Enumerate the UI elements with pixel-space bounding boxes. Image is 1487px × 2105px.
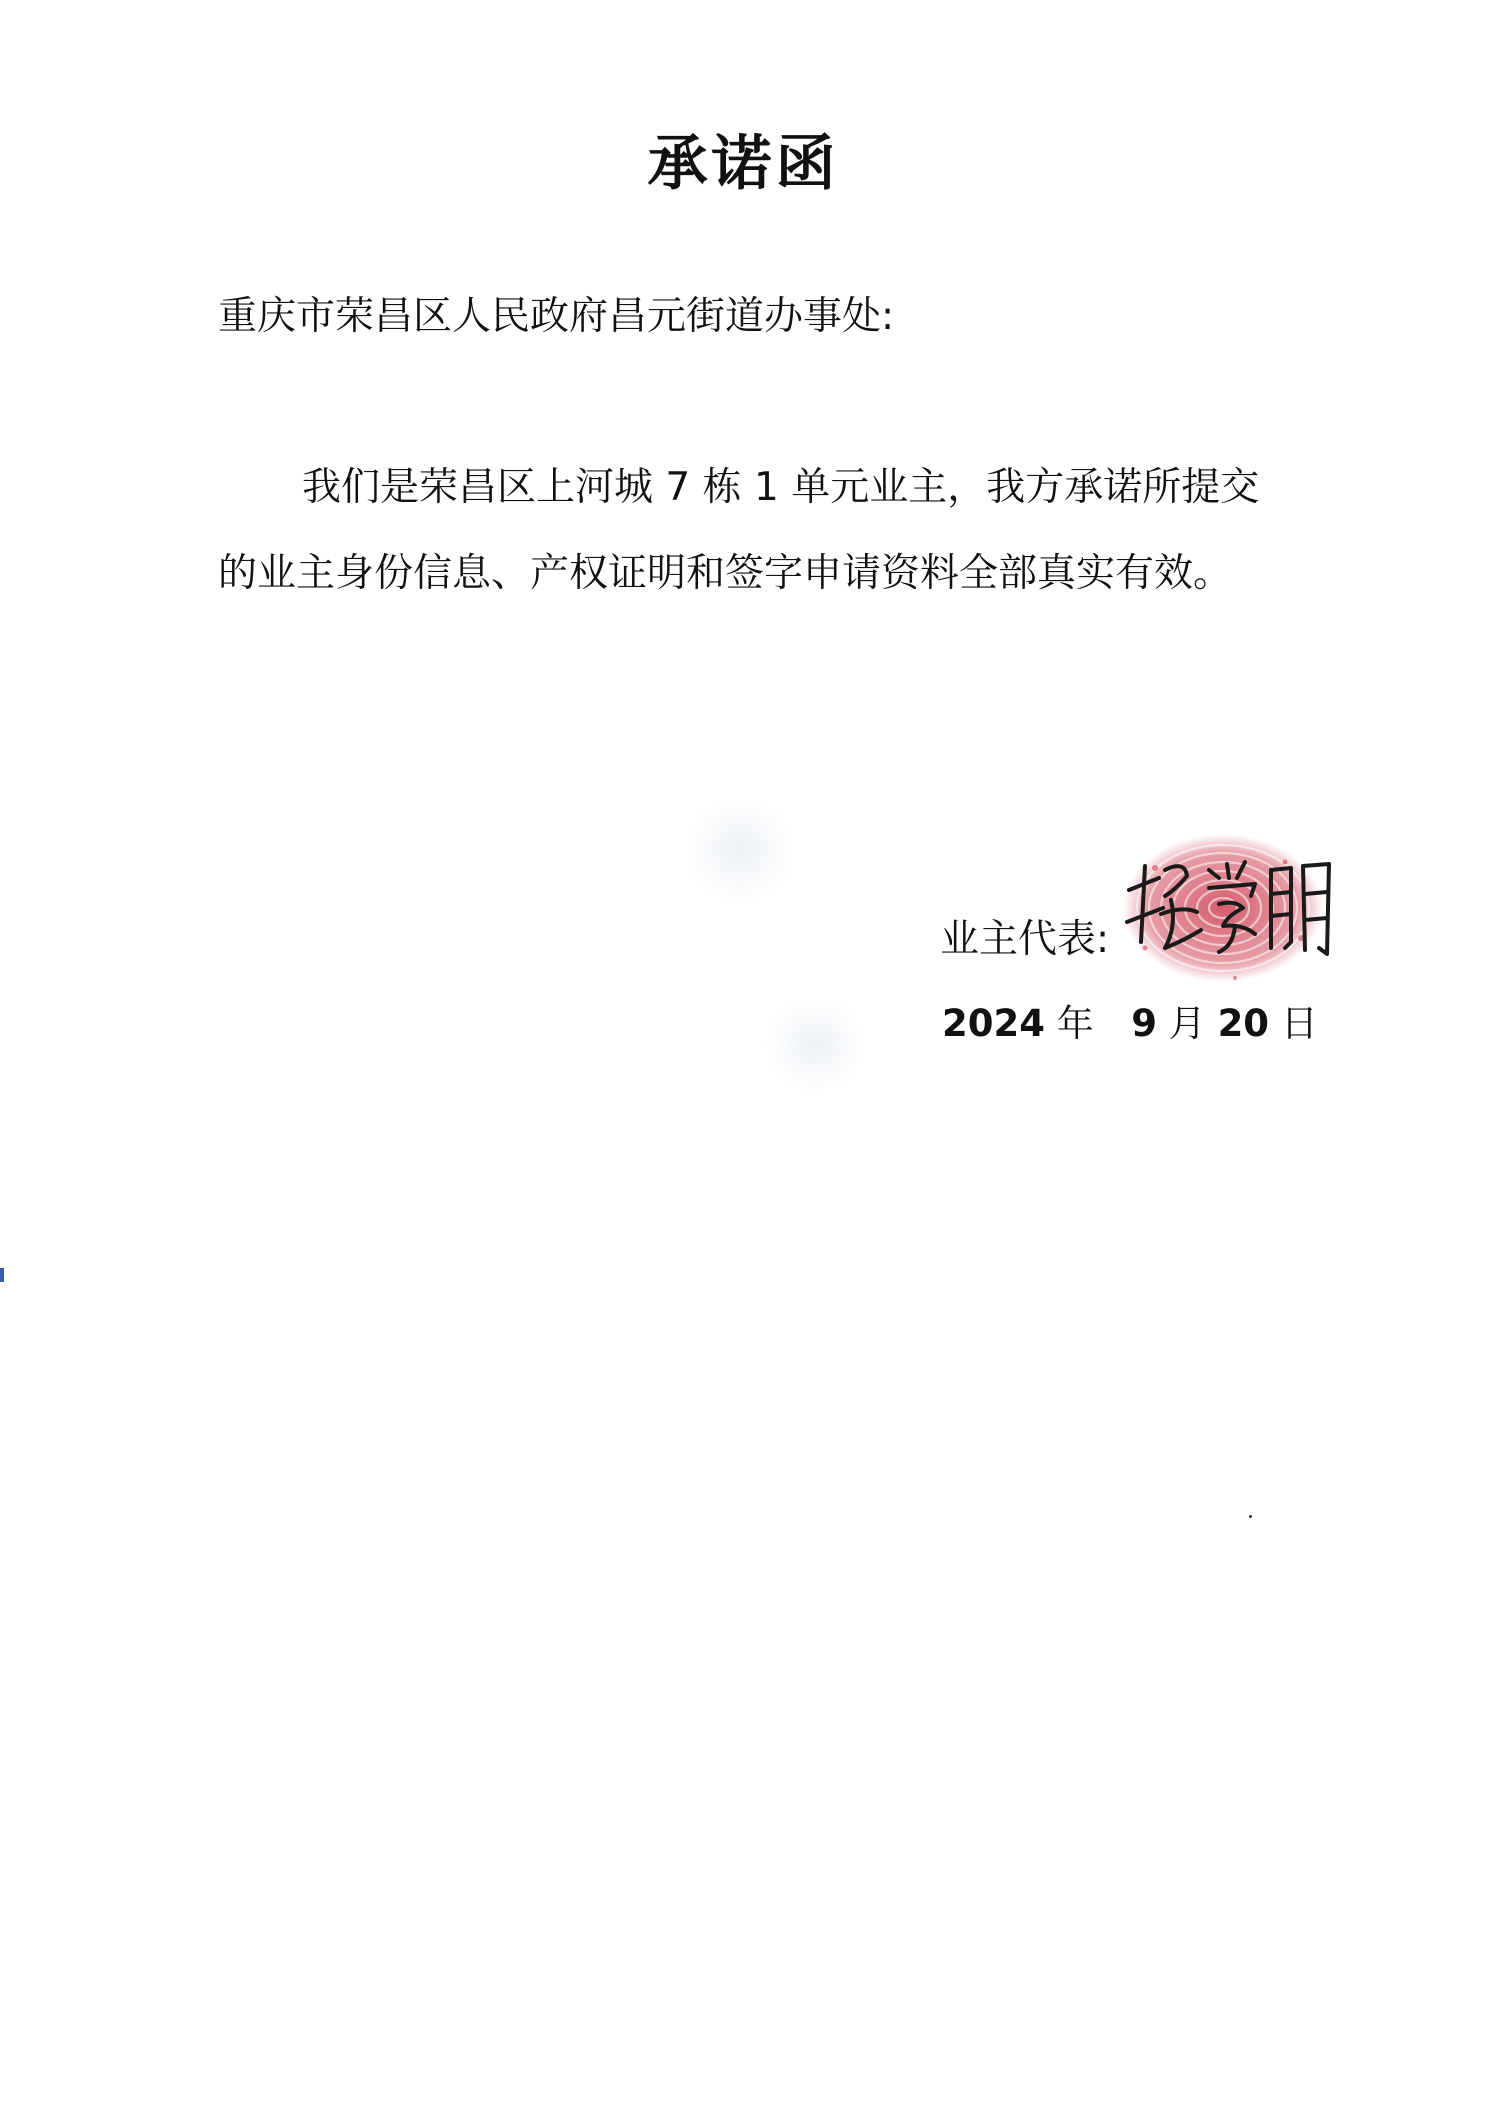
signature-block: [940, 910, 1343, 970]
signature-label: 业主代表:: [940, 917, 1110, 962]
signing-date: [942, 1000, 1318, 1048]
date-day: 20: [1217, 1002, 1270, 1045]
body-paragraph: 我们是荣昌区上河城 7 栋 1 单元业主，我方承诺所提交的业主身份信息、产权证明和签字申请资料全部真实有效。: [218, 465, 1260, 596]
scan-smudge: [680, 800, 800, 900]
salutation: 重庆市荣昌区人民政府昌元街道办事处:: [218, 294, 895, 339]
scan-smudge: [760, 1000, 870, 1090]
scan-speck: [1249, 1515, 1252, 1518]
signature-area: [1115, 870, 1343, 1010]
date-month-unit: 月: [1168, 1002, 1206, 1045]
date-day-unit: 日: [1280, 1002, 1318, 1045]
date-year: 2024: [942, 1002, 1045, 1045]
date-year-unit: 年: [1056, 1002, 1094, 1045]
document-title: 承诺函: [647, 129, 840, 199]
handwritten-signature: [1115, 830, 1343, 970]
scan-edge-mark: [0, 1268, 4, 1282]
date-month: 9: [1131, 1002, 1158, 1045]
